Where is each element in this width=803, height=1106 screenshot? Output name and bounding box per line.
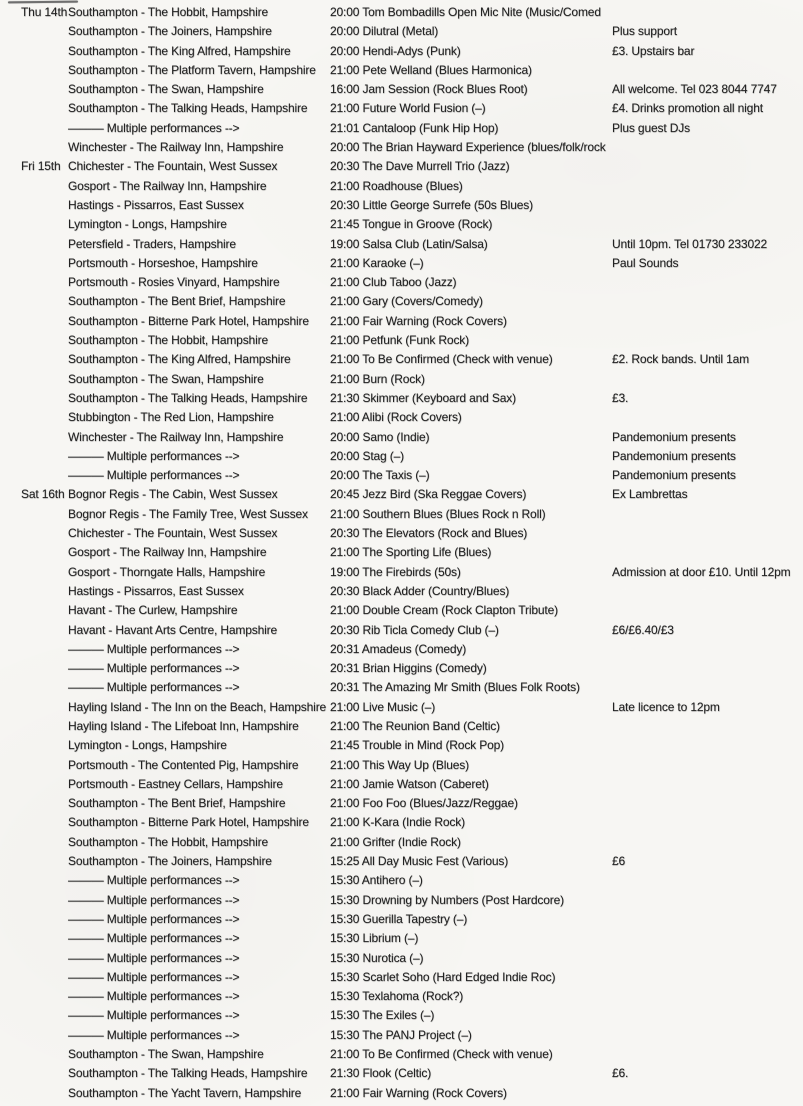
- time-act-text: 20:31 Amadeus (Comedy): [330, 641, 467, 656]
- venue-text: Stubbington - The Red Lion, Hampshire: [68, 410, 274, 425]
- day-label: Thu 14th: [21, 5, 68, 19]
- day-label: [0, 177, 68, 196]
- day-label: [0, 273, 68, 292]
- listing-row: [0, 99, 803, 118]
- day-label: [0, 678, 68, 697]
- note-text: [612, 215, 803, 234]
- note-text: [612, 177, 803, 196]
- note-text: All welcome. Tel 023 8044 7747: [612, 82, 777, 97]
- note-text: [612, 678, 803, 697]
- note-text: [612, 1045, 803, 1064]
- listing-row: [0, 968, 803, 987]
- day-label: [0, 99, 68, 118]
- listing-row: [0, 987, 803, 1006]
- venue-text: Southampton - The King Alfred, Hampshire: [68, 43, 291, 58]
- day-label: [0, 659, 68, 678]
- note-text: £6/£6.40/£3: [612, 622, 674, 637]
- venue-text: Petersfield - Traders, Hampshire: [68, 236, 236, 251]
- venue-text: ——— Multiple performances -->: [68, 1008, 240, 1023]
- day-label: [0, 119, 68, 138]
- listing-row: [0, 331, 803, 350]
- time-act-text: 20:00 Dilutral (Metal): [330, 24, 439, 39]
- day-label: [0, 929, 68, 948]
- time-act-text: 21:00 Double Cream (Rock Clapton Tribute): [330, 603, 558, 618]
- day-label: [0, 813, 68, 832]
- note-text: Pandemonium presents: [612, 429, 736, 444]
- time-act-text: 15:30 Antihero (–): [330, 873, 423, 888]
- listing-row: [0, 891, 803, 910]
- listing-row: [0, 524, 803, 543]
- venue-text: ——— Multiple performances -->: [68, 989, 240, 1004]
- note-text: [612, 408, 803, 427]
- venue-text: Hayling Island - The Lifeboat Inn, Hampshire: [68, 718, 299, 733]
- time-act-text: 20:00 The Taxis (–): [330, 468, 430, 483]
- venue-text: Southampton - The Joiners, Hampshire: [68, 854, 272, 869]
- listing-row: [0, 466, 803, 485]
- day-label: [0, 331, 68, 350]
- listing-row: [0, 119, 803, 138]
- venue-text: ——— Multiple performances -->: [68, 873, 240, 888]
- day-label: [0, 22, 68, 41]
- time-act-text: 20:31 The Amazing Mr Smith (Blues Folk Roots): [330, 680, 580, 695]
- time-act-text: 21:01 Cantaloop (Funk Hip Hop): [330, 120, 499, 135]
- venue-text: Portsmouth - The Contented Pig, Hampshire: [68, 757, 299, 772]
- listing-row: [0, 370, 803, 389]
- note-text: [612, 987, 803, 1006]
- listing-rows: [0, 3, 803, 1103]
- listing-row: [0, 22, 803, 41]
- note-text: Admission at door £10. Until 12pm: [612, 564, 791, 579]
- day-label: [0, 543, 68, 562]
- listing-row: [0, 505, 803, 524]
- time-act-text: 21:00 Pete Welland (Blues Harmonica): [330, 62, 532, 77]
- listing-row: [0, 80, 803, 99]
- time-act-text: 19:00 The Firebirds (50s): [330, 564, 461, 579]
- note-text: Pandemonium presents: [612, 468, 736, 483]
- time-act-text: 21:00 The Sporting Life (Blues): [330, 545, 492, 560]
- venue-text: Southampton - The Yacht Tavern, Hampshire: [68, 1085, 302, 1100]
- note-text: [612, 794, 803, 813]
- venue-text: Southampton - The Talking Heads, Hampshire: [68, 390, 308, 405]
- time-act-text: 21:30 Skimmer (Keyboard and Sax): [330, 390, 516, 405]
- listing-row: [0, 1064, 803, 1083]
- listing-row: [0, 157, 803, 176]
- time-act-text: 21:00 Grifter (Indie Rock): [330, 834, 461, 849]
- day-label: [0, 717, 68, 736]
- time-act-text: 20:45 Jezz Bird (Ska Reggae Covers): [330, 487, 527, 502]
- day-label: [0, 466, 68, 485]
- listing-row: [0, 1006, 803, 1025]
- listing-row: [0, 273, 803, 292]
- time-act-text: 15:30 The PANJ Project (–): [330, 1027, 472, 1042]
- note-text: [612, 717, 803, 736]
- time-act-text: 21:00 Gary (Covers/Comedy): [330, 294, 483, 309]
- note-text: [612, 543, 803, 562]
- venue-text: Lymington - Longs, Hampshire: [68, 738, 227, 753]
- note-text: [612, 196, 803, 215]
- time-act-text: 15:30 Drowning by Numbers (Post Hardcore): [330, 892, 564, 907]
- time-act-text: 20:30 The Dave Murrell Trio (Jazz): [330, 159, 510, 174]
- note-text: £6: [612, 854, 626, 869]
- venue-text: Southampton - The Hobbit, Hampshire: [68, 834, 268, 849]
- time-act-text: 21:00 To Be Confirmed (Check with venue): [330, 352, 553, 367]
- time-act-text: 21:00 This Way Up (Blues): [330, 757, 469, 772]
- day-label: [0, 61, 68, 80]
- listing-row: [0, 350, 803, 369]
- note-text: £2. Rock bands. Until 1am: [612, 352, 749, 367]
- time-act-text: 21:00 Fair Warning (Rock Covers): [330, 1085, 507, 1100]
- day-label: [0, 350, 68, 369]
- time-act-text: 21:00 Southern Blues (Blues Rock n Roll): [330, 506, 546, 521]
- day-label: [0, 254, 68, 273]
- time-act-text: 20:31 Brian Higgins (Comedy): [330, 661, 487, 676]
- listing-row: [0, 1045, 803, 1064]
- time-act-text: 21:00 Foo Foo (Blues/Jazz/Reggae): [330, 796, 518, 811]
- venue-text: Southampton - The Talking Heads, Hampshire: [68, 101, 308, 116]
- listing-row: [0, 235, 803, 254]
- venue-text: Southampton - Bitterne Park Hotel, Hampshire: [68, 815, 309, 830]
- day-label: [0, 621, 68, 640]
- listing-row: [0, 428, 803, 447]
- time-act-text: 21:00 Alibi (Rock Covers): [330, 410, 462, 425]
- venue-text: Southampton - The King Alfred, Hampshire: [68, 352, 291, 367]
- time-act-text: 20:30 Black Adder (Country/Blues): [330, 583, 510, 598]
- time-act-text: 21:00 Future World Fusion (–): [330, 101, 486, 116]
- time-act-text: 19:00 Salsa Club (Latin/Salsa): [330, 236, 488, 251]
- note-text: Plus support: [612, 24, 677, 39]
- venue-text: Southampton - The Joiners, Hampshire: [68, 24, 272, 39]
- day-label: [0, 891, 68, 910]
- listing-row: [0, 292, 803, 311]
- time-act-text: 15:30 Librium (–): [330, 931, 419, 946]
- note-text: [612, 1084, 803, 1103]
- venue-text: Southampton - The Platform Tavern, Hampshire: [68, 62, 316, 77]
- listing-row: [0, 717, 803, 736]
- venue-text: Chichester - The Fountain, West Sussex: [68, 526, 278, 541]
- listing-row: [0, 621, 803, 640]
- listing-row: [0, 601, 803, 620]
- listing-row: [0, 794, 803, 813]
- note-text: [612, 775, 803, 794]
- venue-text: ——— Multiple performances -->: [68, 680, 240, 695]
- venue-text: ——— Multiple performances -->: [68, 931, 240, 946]
- venue-text: ——— Multiple performances -->: [68, 661, 240, 676]
- venue-text: Havant - Havant Arts Centre, Hampshire: [68, 622, 278, 637]
- venue-text: Southampton - The Bent Brief, Hampshire: [68, 796, 286, 811]
- day-label: Sat 16th: [21, 487, 65, 502]
- day-label: Fri 15th: [21, 159, 61, 174]
- day-label: [0, 292, 68, 311]
- note-text: Plus guest DJs: [612, 120, 690, 135]
- note-text: [612, 910, 803, 929]
- time-act-text: 21:45 Trouble in Mind (Rock Pop): [330, 738, 504, 753]
- note-text: [612, 61, 803, 80]
- day-label: [0, 601, 68, 620]
- venue-text: Hayling Island - The Inn on the Beach, Hampshire: [68, 699, 327, 714]
- note-text: [612, 601, 803, 620]
- venue-text: Southampton - The Hobbit, Hampshire: [68, 333, 268, 348]
- time-act-text: 21:00 Fair Warning (Rock Covers): [330, 313, 507, 328]
- note-text: [612, 273, 803, 292]
- note-text: £4. Drinks promotion all night: [612, 101, 763, 116]
- listing-row: [0, 659, 803, 678]
- listing-row: [0, 177, 803, 196]
- day-label: [0, 563, 68, 582]
- day-label: [0, 428, 68, 447]
- listing-row: [0, 698, 803, 717]
- day-label: [0, 215, 68, 234]
- listing-row: [0, 485, 803, 504]
- time-act-text: 20:00 Stag (–): [330, 448, 404, 463]
- time-act-text: 21:00 Roadhouse (Blues): [330, 178, 463, 193]
- venue-text: Chichester - The Fountain, West Sussex: [68, 159, 278, 174]
- note-text: [612, 968, 803, 987]
- day-label: [0, 505, 68, 524]
- note-text: £3. Upstairs bar: [612, 43, 695, 58]
- time-act-text: 20:30 Rib Ticla Comedy Club (–): [330, 622, 499, 637]
- venue-text: ——— Multiple performances -->: [68, 911, 240, 926]
- time-act-text: 21:00 Petfunk (Funk Rock): [330, 333, 469, 348]
- listing-row: [0, 447, 803, 466]
- listing-row: [0, 1026, 803, 1045]
- day-label: [0, 910, 68, 929]
- note-text: [612, 3, 803, 22]
- venue-text: Portsmouth - Rosies Vinyard, Hampshire: [68, 275, 280, 290]
- note-text: [612, 582, 803, 601]
- note-text: [612, 891, 803, 910]
- listing-row: [0, 640, 803, 659]
- venue-text: ——— Multiple performances -->: [68, 641, 240, 656]
- venue-text: ——— Multiple performances -->: [68, 969, 240, 984]
- time-act-text: 21:00 Karaoke (–): [330, 255, 424, 270]
- time-act-text: 21:00 Live Music (–): [330, 699, 436, 714]
- day-label: [0, 408, 68, 427]
- venue-text: Gosport - The Railway Inn, Hampshire: [68, 545, 267, 560]
- day-label: [0, 235, 68, 254]
- venue-text: Southampton - The Hobbit, Hampshire: [68, 5, 268, 19]
- time-act-text: 20:00 Samo (Indie): [330, 429, 430, 444]
- note-text: [612, 813, 803, 832]
- day-label: [0, 389, 68, 408]
- day-label: [0, 794, 68, 813]
- venue-text: Hastings - Pissarros, East Sussex: [68, 197, 244, 212]
- listing-row: [0, 196, 803, 215]
- time-act-text: 15:30 Guerilla Tapestry (–): [330, 911, 468, 926]
- time-act-text: 20:30 Little George Surrefe (50s Blues): [330, 197, 533, 212]
- venue-text: ——— Multiple performances -->: [68, 448, 240, 463]
- listing-row: [0, 1084, 803, 1103]
- time-act-text: 21:00 The Reunion Band (Celtic): [330, 718, 500, 733]
- note-text: Pandemonium presents: [612, 448, 736, 463]
- venue-text: Southampton - Bitterne Park Hotel, Hampshire: [68, 313, 309, 328]
- venue-text: Southampton - The Swan, Hampshire: [68, 1047, 264, 1062]
- day-label: [0, 42, 68, 61]
- day-label: [0, 833, 68, 852]
- venue-text: Hastings - Pissarros, East Sussex: [68, 583, 244, 598]
- day-label: [0, 524, 68, 543]
- note-text: [612, 331, 803, 350]
- listing-row: [0, 582, 803, 601]
- listing-row: [0, 871, 803, 890]
- day-label: [0, 1084, 68, 1103]
- listing-row: [0, 42, 803, 61]
- listing-row: [0, 563, 803, 582]
- time-act-text: 20:30 The Elevators (Rock and Blues): [330, 526, 528, 541]
- listing-row: [0, 852, 803, 871]
- note-text: Paul Sounds: [612, 255, 679, 270]
- note-text: [612, 736, 803, 755]
- time-act-text: 15:30 Texlahoma (Rock?): [330, 989, 464, 1004]
- day-label: [0, 968, 68, 987]
- day-label: [0, 1064, 68, 1083]
- listing-row: [0, 3, 803, 22]
- note-text: Late licence to 12pm: [612, 699, 720, 714]
- day-label: [0, 582, 68, 601]
- note-text: Ex Lambrettas: [612, 487, 688, 502]
- day-label: [0, 370, 68, 389]
- time-act-text: 21:30 Flook (Celtic): [330, 1066, 432, 1081]
- time-act-text: 21:00 K-Kara (Indie Rock): [330, 815, 465, 830]
- day-label: [0, 871, 68, 890]
- note-text: [612, 505, 803, 524]
- listing-row: [0, 312, 803, 331]
- note-text: [612, 1026, 803, 1045]
- note-text: £6.: [612, 1066, 629, 1081]
- time-act-text: 20:00 Tom Bombadills Open Mic Nite (Music/Comed: [330, 5, 601, 19]
- venue-text: ——— Multiple performances -->: [68, 120, 240, 135]
- day-label: [0, 949, 68, 968]
- note-text: [612, 871, 803, 890]
- venue-text: Portsmouth - Eastney Cellars, Hampshire: [68, 776, 283, 791]
- venue-text: Bognor Regis - The Family Tree, West Sussex: [68, 506, 308, 521]
- day-label: [0, 775, 68, 794]
- day-label: [0, 196, 68, 215]
- venue-text: Winchester - The Railway Inn, Hampshire: [68, 429, 284, 444]
- day-label: [0, 698, 68, 717]
- note-text: [612, 157, 803, 176]
- time-act-text: 15:25 All Day Music Fest (Various): [330, 854, 509, 869]
- note-text: [612, 659, 803, 678]
- note-text: [612, 312, 803, 331]
- venue-text: Lymington - Longs, Hampshire: [68, 217, 227, 232]
- day-label: [0, 852, 68, 871]
- venue-text: Gosport - Thorngate Halls, Hampshire: [68, 564, 266, 579]
- time-act-text: 21:00 To Be Confirmed (Check with venue): [330, 1047, 553, 1062]
- day-label: [0, 756, 68, 775]
- venue-text: Gosport - The Railway Inn, Hampshire: [68, 178, 267, 193]
- listing-row: [0, 389, 803, 408]
- listing-row: [0, 775, 803, 794]
- listing-row: [0, 254, 803, 273]
- listing-row: [0, 61, 803, 80]
- time-act-text: 16:00 Jam Session (Rock Blues Root): [330, 82, 528, 97]
- time-act-text: 20:00 The Brian Hayward Experience (blues/folk/rock: [330, 140, 606, 155]
- venue-text: Havant - The Curlew, Hampshire: [68, 603, 238, 618]
- listing-row: [0, 215, 803, 234]
- venue-text: Portsmouth - Horseshoe, Hampshire: [68, 255, 258, 270]
- day-label: [0, 312, 68, 331]
- note-text: Until 10pm. Tel 01730 233022: [612, 236, 768, 251]
- listing-row: [0, 756, 803, 775]
- listing-row: [0, 910, 803, 929]
- note-text: [612, 292, 803, 311]
- day-label: [0, 987, 68, 1006]
- note-text: [612, 138, 803, 157]
- time-act-text: 15:30 Scarlet Soho (Hard Edged Indie Roc): [330, 969, 556, 984]
- listing-row: [0, 138, 803, 157]
- listing-row: [0, 678, 803, 697]
- note-text: [612, 1006, 803, 1025]
- note-text: [612, 370, 803, 389]
- time-act-text: 15:30 Nurotica (–): [330, 950, 424, 965]
- listing-row: [0, 408, 803, 427]
- time-act-text: 20:00 Hendi-Adys (Punk): [330, 43, 461, 58]
- venue-text: ——— Multiple performances -->: [68, 468, 240, 483]
- day-label: [0, 447, 68, 466]
- time-act-text: 15:30 The Exiles (–): [330, 1008, 435, 1023]
- listing-row: [0, 813, 803, 832]
- day-label: [0, 1006, 68, 1025]
- day-label: [0, 80, 68, 99]
- venue-text: Southampton - The Talking Heads, Hampshire: [68, 1066, 308, 1081]
- listing-row: [0, 543, 803, 562]
- note-text: [612, 929, 803, 948]
- listing-row: [0, 929, 803, 948]
- venue-text: Winchester - The Railway Inn, Hampshire: [68, 140, 284, 155]
- time-act-text: 21:00 Burn (Rock): [330, 371, 425, 386]
- time-act-text: 21:45 Tongue in Groove (Rock): [330, 217, 493, 232]
- day-label: [0, 1026, 68, 1045]
- note-text: [612, 524, 803, 543]
- note-text: [612, 756, 803, 775]
- venue-text: Southampton - The Swan, Hampshire: [68, 82, 264, 97]
- note-text: [612, 949, 803, 968]
- listing-row: [0, 949, 803, 968]
- time-act-text: 21:00 Jamie Watson (Caberet): [330, 776, 489, 791]
- venue-text: ——— Multiple performances -->: [68, 950, 240, 965]
- listing-row: [0, 833, 803, 852]
- note-text: [612, 640, 803, 659]
- time-act-text: 21:00 Club Taboo (Jazz): [330, 275, 457, 290]
- day-label: [0, 1045, 68, 1064]
- note-text: [612, 833, 803, 852]
- venue-text: Southampton - The Bent Brief, Hampshire: [68, 294, 286, 309]
- listing-row: [0, 736, 803, 755]
- day-label: [0, 736, 68, 755]
- day-label: [0, 138, 68, 157]
- venue-text: Bognor Regis - The Cabin, West Sussex: [68, 487, 278, 502]
- venue-text: ——— Multiple performances -->: [68, 1027, 240, 1042]
- venue-text: ——— Multiple performances -->: [68, 892, 240, 907]
- venue-text: Southampton - The Swan, Hampshire: [68, 371, 264, 386]
- day-label: [0, 640, 68, 659]
- note-text: £3.: [612, 390, 629, 405]
